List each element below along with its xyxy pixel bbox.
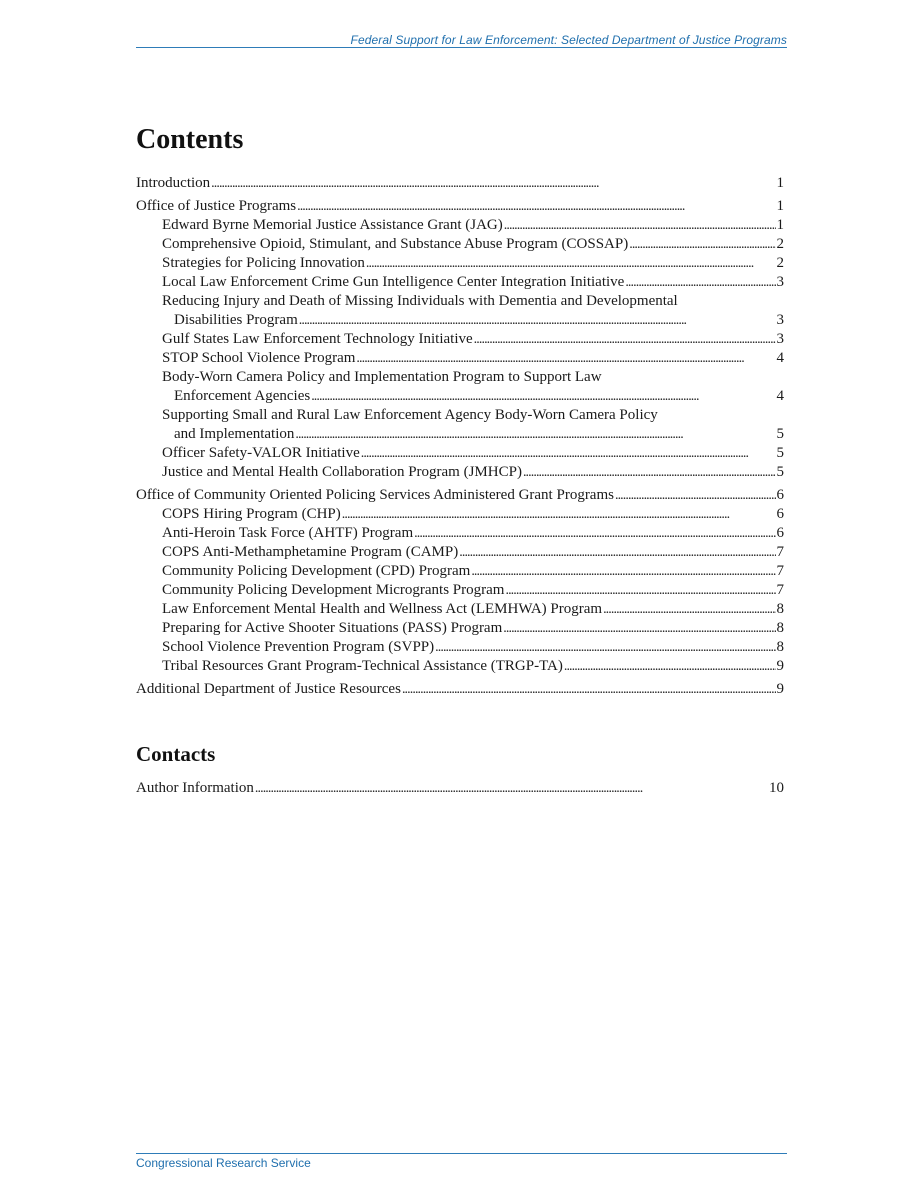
toc-entry[interactable] xyxy=(136,330,784,349)
toc-entry-row[interactable] xyxy=(162,387,784,406)
toc-entry-title[interactable]: Community Policing Development (CPD) Program xyxy=(162,563,471,579)
toc-entry-title[interactable]: School Violence Prevention Program (SVPP) xyxy=(162,639,435,655)
toc-entry-row[interactable] xyxy=(162,463,784,482)
toc-entry[interactable] xyxy=(136,600,784,619)
toc-dot-leader xyxy=(297,197,775,216)
header-rule xyxy=(136,47,787,48)
toc-entry[interactable] xyxy=(136,254,784,273)
toc-entry-title[interactable]: Tribal Resources Grant Program-Technical Assistance (TRGP-TA) xyxy=(162,658,563,674)
toc-entry-row[interactable] xyxy=(162,505,784,524)
toc-entry-row[interactable] xyxy=(162,524,784,543)
toc-entry-row[interactable] xyxy=(162,581,784,600)
toc-dot-leader xyxy=(523,463,776,482)
toc-entry[interactable] xyxy=(136,406,784,444)
toc-dot-leader xyxy=(402,680,776,699)
toc-entry[interactable] xyxy=(136,657,784,676)
toc-entry-row[interactable] xyxy=(136,779,784,798)
toc-entry-row[interactable] xyxy=(162,330,784,349)
toc-entry-title[interactable]: Comprehensive Opioid, Stimulant, and Substance Abuse Program (COSSAP) xyxy=(162,236,629,252)
toc-dot-leader xyxy=(503,619,775,638)
toc-page-number[interactable]: 9 xyxy=(776,658,784,674)
toc-entry-title[interactable]: Community Policing Development Microgrants Program xyxy=(162,582,505,598)
toc-entry[interactable] xyxy=(136,638,784,657)
toc-dot-leader xyxy=(366,254,776,273)
toc-dot-leader xyxy=(356,349,775,368)
toc-dot-leader xyxy=(505,581,775,600)
toc-entry[interactable] xyxy=(136,216,784,235)
toc-page-number[interactable]: 10 xyxy=(769,780,784,796)
toc-entry-title[interactable]: Edward Byrne Memorial Justice Assistance Grant (JAG) xyxy=(162,217,503,233)
toc-dot-leader xyxy=(435,638,775,657)
toc-entry-row[interactable] xyxy=(162,254,784,273)
toc-dot-leader xyxy=(504,216,776,235)
contents-heading: Contents xyxy=(136,124,244,155)
toc-dot-leader xyxy=(625,273,775,292)
toc-entry-row[interactable] xyxy=(136,197,784,216)
toc-entry-title[interactable]: COPS Hiring Program (CHP) xyxy=(162,506,341,522)
toc-dot-leader xyxy=(311,387,775,406)
toc-entry[interactable] xyxy=(136,524,784,543)
toc-entry[interactable] xyxy=(136,292,784,330)
toc-dot-leader xyxy=(299,311,776,330)
toc-page-number[interactable]: 6 xyxy=(776,525,784,541)
toc-entry-title[interactable]: Disabilities Program xyxy=(174,312,298,328)
toc-entry-title[interactable]: Law Enforcement Mental Health and Wellness Act (LEMHWA) Program xyxy=(162,601,603,617)
contacts-heading: Contacts xyxy=(136,742,216,766)
toc-entry-row[interactable] xyxy=(162,273,784,292)
toc-entry[interactable] xyxy=(136,505,784,524)
toc-entry-title[interactable]: STOP School Violence Program xyxy=(162,350,356,366)
toc-entry-row[interactable] xyxy=(136,486,784,505)
toc-entry-title[interactable]: Anti-Heroin Task Force (AHTF) Program xyxy=(162,525,414,541)
toc-entry-row[interactable] xyxy=(162,235,784,254)
toc-entry-title-line1[interactable]: Supporting Small and Rural Law Enforcement Agency Body-Worn Camera Policy xyxy=(162,407,658,423)
toc-entry-title[interactable]: Local Law Enforcement Crime Gun Intelligence Center Integration Initiative xyxy=(162,274,625,290)
toc-entry-title-line1[interactable]: Reducing Injury and Death of Missing Individuals with Dementia and Developmental xyxy=(162,293,678,309)
toc-entry[interactable] xyxy=(136,349,784,368)
toc-entry-row[interactable] xyxy=(136,680,784,699)
toc-page-number[interactable]: 2 xyxy=(776,236,784,252)
toc-page-number[interactable]: 8 xyxy=(776,639,784,655)
toc-entry[interactable] xyxy=(136,779,784,798)
toc-dot-leader xyxy=(629,235,775,254)
toc-entry-title[interactable]: Strategies for Policing Innovation xyxy=(162,255,365,271)
toc-entry[interactable] xyxy=(136,197,784,216)
toc-entry[interactable] xyxy=(136,235,784,254)
toc-dot-leader xyxy=(255,779,768,798)
toc-entry-row[interactable] xyxy=(162,562,784,581)
toc-dot-leader xyxy=(564,657,776,676)
toc-entry-row[interactable] xyxy=(162,543,784,562)
toc-entry[interactable] xyxy=(136,273,784,292)
toc-entry[interactable] xyxy=(136,463,784,482)
toc-entry[interactable] xyxy=(136,619,784,638)
toc-page-number[interactable]: 9 xyxy=(776,681,784,697)
toc-entry-row[interactable] xyxy=(162,311,784,330)
toc-entry[interactable] xyxy=(136,444,784,463)
toc-page-number[interactable]: 3 xyxy=(776,274,784,290)
toc-entry[interactable] xyxy=(136,680,784,699)
toc-dot-leader xyxy=(471,562,775,581)
toc-entry-row[interactable] xyxy=(162,600,784,619)
toc-entry-title[interactable]: Gulf States Law Enforcement Technology Initiative xyxy=(162,331,473,347)
toc-entry[interactable] xyxy=(136,174,784,193)
toc-page-number[interactable]: 6 xyxy=(776,506,784,522)
toc-page-number[interactable]: 7 xyxy=(776,582,784,598)
toc-dot-leader xyxy=(459,543,775,562)
toc-entry-title[interactable]: Justice and Mental Health Collaboration Program (JMHCP) xyxy=(162,464,522,480)
toc-entry-row[interactable] xyxy=(136,174,784,193)
toc-entry-row[interactable] xyxy=(162,638,784,657)
contacts-list xyxy=(136,779,784,798)
toc-dot-leader xyxy=(211,174,775,193)
toc-entry[interactable] xyxy=(136,562,784,581)
toc-entry-row[interactable] xyxy=(162,425,784,444)
toc-dot-leader xyxy=(414,524,775,543)
toc-page-number[interactable]: 5 xyxy=(776,464,784,480)
toc-entry-title[interactable]: Author Information xyxy=(136,780,254,796)
toc-page-number[interactable]: 3 xyxy=(776,331,784,347)
toc-entry-title[interactable]: COPS Anti-Methamphetamine Program (CAMP) xyxy=(162,544,459,560)
toc-entry-row[interactable] xyxy=(162,216,784,235)
toc-page-number[interactable]: 5 xyxy=(776,445,784,461)
toc-dot-leader xyxy=(361,444,776,463)
toc-entry-title[interactable]: Introduction xyxy=(136,175,211,191)
toc-dot-leader xyxy=(295,425,775,444)
running-header: Federal Support for Law Enforcement: Selected Department of Justice Programs xyxy=(350,33,787,47)
toc-page-number[interactable]: 3 xyxy=(776,312,784,328)
toc-page-number[interactable]: 7 xyxy=(776,563,784,579)
toc-entry-title[interactable]: and Implementation xyxy=(174,426,295,442)
toc-entry-row[interactable] xyxy=(162,349,784,368)
toc-entry-title[interactable]: Office of Justice Programs xyxy=(136,198,297,214)
toc-page-number[interactable]: 5 xyxy=(776,426,784,442)
toc-entry-title[interactable]: Preparing for Active Shooter Situations (PASS) Program xyxy=(162,620,503,636)
toc-entry-row[interactable] xyxy=(162,657,784,676)
toc-page-number[interactable]: 2 xyxy=(776,255,784,271)
toc-page-number[interactable]: 4 xyxy=(776,350,784,366)
toc-dot-leader xyxy=(474,330,776,349)
toc-page-number[interactable]: 8 xyxy=(776,601,784,617)
toc-entry-title[interactable]: Additional Department of Justice Resources xyxy=(136,681,401,697)
toc-dot-leader xyxy=(615,486,776,505)
toc-entry-title[interactable]: Officer Safety-VALOR Initiative xyxy=(162,445,360,461)
toc-entry[interactable] xyxy=(136,581,784,600)
toc-entry-title[interactable]: Enforcement Agencies xyxy=(174,388,311,404)
toc-page-number[interactable]: 1 xyxy=(776,175,784,191)
toc-page-number[interactable]: 8 xyxy=(776,620,784,636)
footer-text: Congressional Research Service xyxy=(136,1156,311,1170)
toc-page-number[interactable]: 1 xyxy=(776,198,784,214)
toc-entry[interactable] xyxy=(136,486,784,505)
toc-dot-leader xyxy=(603,600,775,619)
toc-page-number[interactable]: 7 xyxy=(776,544,784,560)
toc-entry-title-line1[interactable]: Body-Worn Camera Policy and Implementation Program to Support Law xyxy=(162,369,602,385)
toc-page-number[interactable]: 6 xyxy=(776,487,784,503)
toc-page-number[interactable]: 4 xyxy=(776,388,784,404)
toc-page-number[interactable]: 1 xyxy=(776,217,784,233)
toc-entry-row[interactable] xyxy=(162,444,784,463)
toc-entry[interactable] xyxy=(136,368,784,406)
toc-entry-title[interactable]: Office of Community Oriented Policing Services Administered Grant Programs xyxy=(136,487,614,503)
toc-entry[interactable] xyxy=(136,543,784,562)
toc-entry-row[interactable] xyxy=(162,619,784,638)
table-of-contents xyxy=(136,174,784,699)
toc-dot-leader xyxy=(342,505,776,524)
footer-rule xyxy=(136,1153,787,1154)
